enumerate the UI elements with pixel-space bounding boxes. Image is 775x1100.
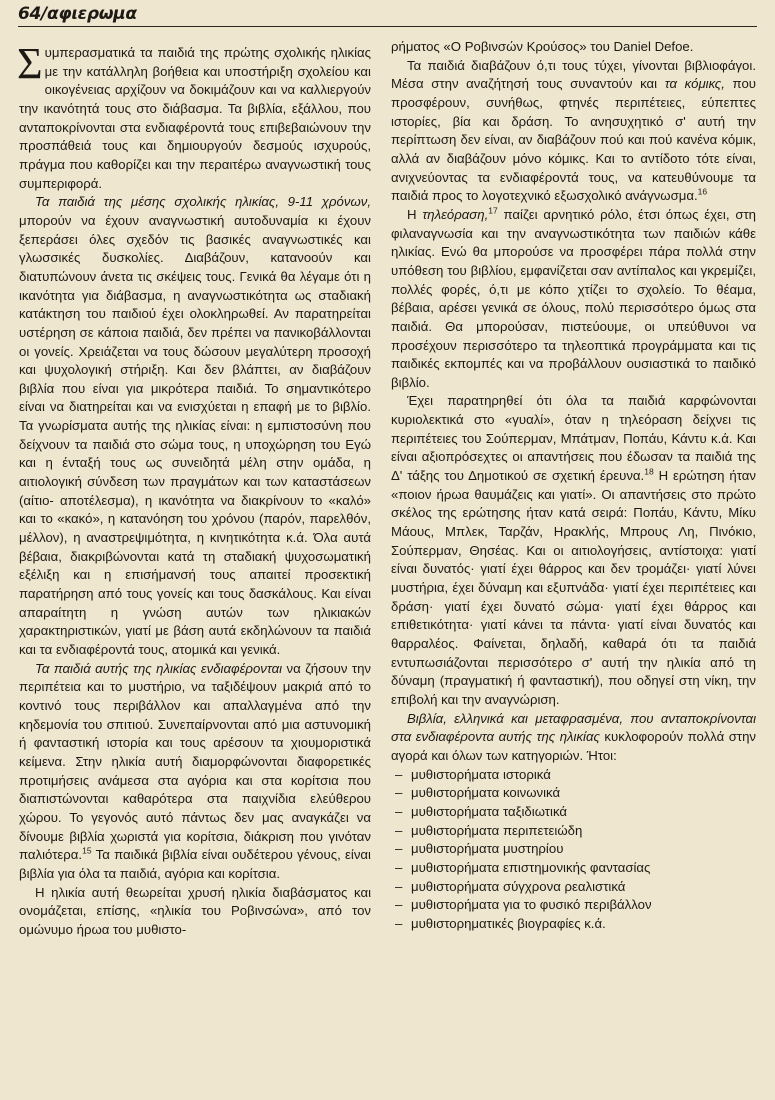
paragraph-6 xyxy=(391,57,756,206)
list-item: – μυθιστορήματα κοινωνικά xyxy=(391,784,756,803)
list-item: – μυθιστορήματα ταξιδιωτικά xyxy=(391,803,756,822)
paragraph-2 xyxy=(19,193,371,659)
paragraph-7 xyxy=(391,206,756,393)
footnote-ref-16: 16 xyxy=(697,186,708,197)
paragraph-5: ρήματος «Ο Ροβινσών Κρούσος» του Daniel Defoe. xyxy=(391,39,694,54)
book-category-list xyxy=(391,766,756,934)
paragraph-9 xyxy=(391,710,756,766)
paragraph-3 xyxy=(19,660,371,884)
list-item: – μυθιστορήματα σύγχρονα ρεαλιστικά xyxy=(391,878,756,897)
footnote-ref-18: 18 xyxy=(644,466,654,477)
paragraph-2-text: μπορούν να έχουν αναγνωστική αυτοδυναμία κι έχουν ξεπεράσει όλες σχεδόν τις βασικές αναγνωστικές και γλωσσικές δυσκολίες. Διαβάζουν, κατανοούν και διατυπώνουν άνετα τις σκέψεις τους. Γενικά θα λέγαμε ότι η ικανότητα για διάβασμα, η αναγνωστικότητα ως σταδιακή κατάκτηση του παιδιού έχει ολοκληρωθεί. Αν παρατηρείται υστέρηση σε κάποια παιδιά, δεν πρέπει να πανικοβάλλονται οι γονείς. Χρειάζεται να τους δώσουν μεγαλύτερη προσοχή και ψυχολογική στήριξη. Και δεν βλάπτει, αν διαβάζουν βιβλία που είναι για μικρότερα παιδιά. Το σημαντικότερο είναι να διατηρείται και να ενισχύεται η επαφή με το βιβλίο. Τα γνωρίσματα αυτής της ηλικίας είναι: η εμπιστοσύνη που δείχνουν τα παιδιά στο σώμα τους, η υποχώρηση του Εγώ και η ένταξή τους ως συνειδητά μέλη στην ομάδα, η αιτιολογική σύνδεση των πραγμάτων και των καταστάσεων (αίτιο- αποτέλεσμα), η ικανότητα να διακρίνουν το «καλό» και το «κακό», η κατανόηση του χρόνου (παρόν, παρελθόν, μέλλον), η αναστρεψιμότητα, η κινητικότητα κ.ά. Όλα αυτά βέβαια, διακριβώνονται κατά τη σταδιακή ψυχοσωματική εξέλιξη και η επισήμανσή τους απαιτεί προσεκτική παρατήρηση από τους γονείς και τους δασκάλους. Και είναι απαραίτητη η γνώση αυτών των ηλικιακών χαρακτηριστικών, γιατί με βάση αυτά εκδηλώνουν τα παιδιά και τα ενδιαφέροντά τους, ατομικά και γενικά. xyxy=(19,212,371,657)
paragraph-6-italic: τα κόμικς, xyxy=(664,76,725,92)
paragraph-4: Η ηλικία αυτή θεωρείται χρυσή ηλικία διαβάσματος και ονομάζεται, επίσης, «ηλικία του Ροβινσώνα», από τον ομώνυμο ήρωα του μυθιστο- xyxy=(19,884,371,937)
paragraph-8 xyxy=(391,392,756,709)
paragraph-9-lead: Βιβλία, ελληνικά και μεταφρασμένα, που ανταποκρίνονται στα ενδιαφέροντα αυτής της ηλικίας xyxy=(391,710,756,745)
left-column xyxy=(17,39,372,940)
paragraph-3-lead: Τα παιδιά αυτής της ηλικίας ενδιαφέρονται xyxy=(35,660,283,676)
page-header: 64/αφιερωμα xyxy=(18,4,137,24)
paragraph-8-cont: Η ερώτηση ήταν «ποιον ήρωα θαυμάζεις και γιατί». Οι απαντήσεις στο πρώτο σκέλος της ερώτησης ήταν κατά σειρά: Ποπάυ, Κάντυ, Μίκυ Μάους, Μπλεκ, Ταρζάν, Ηρακλής, Μπρους Λη, Πινόκιο, Σούπερμαν, Θησέας. Και οι αιτιολογήσεις, αντίστοιχα: γιατί είναι δυνατός· γιατί έχει θάρρος και δεν τρομάζει· γιατί λύνει μυστήρια, έχει δύναμη και εξυπνάδα· γιατί έχει περιπέτειες και δράση· γιατί έχει δυνατό σώμα· γιατί έχει θάρρος και επιθετικότητα· γιατί κάνει τα πάντα· γιατί είναι δυνατός και θαρραλέος. Φαίνεται, δηλαδή, καθαρά ότι τα παιδιά εντυπωσιάζονται περισσότερο σ' αυτή την ηλικία από τη δύναμη (πραγματική ή φανταστική), που οδηγεί στη νίκη, την επιβολή και την αναγνώριση. xyxy=(391,468,756,707)
list-item: – μυθιστορήματα περιπετειώδη xyxy=(391,822,756,841)
paragraph-3-text: να ζήσουν την περιπέτεια και το μυστήριο, να ταξιδέψουν μακριά από το κοντινό τους περιβάλλον και απαλλαγμένα από την κηδεμονία του σπιτιού. Συνεπαίρνονται από μια αστυνομική ή φανταστική ιστορία και τους αρέσουν τα χιουμοριστικά κείμενα. Στην ηλικία αυτή διαμορφώνονται διαφορετικές προτιμήσεις ανάμεσα στα αγόρια και στα κορίτσια που διαπιστώνονται καθαρότερα στα παιχνίδια ελεύθερου χώρου. Το γεγονός αυτό πάντως δεν μας αναγκάζει να δίνουμε βιβλία χωριστά για κορίτσια, διάκριση που γινόταν παλιότερα. xyxy=(19,660,372,863)
list-item: – μυθιστορήματα μυστηρίου xyxy=(391,840,756,859)
paragraph-7-italic: τηλεόραση, xyxy=(422,206,489,222)
paragraph-7-text: παίζει αρνητικό ρόλο, έτσι όπως έχει, στη φιλαναγνωσία και την αναγνωστικότητα των παιδιών κάθε ηλικίας. Ενώ θα μπορούσε να προσφέρει πάρα πολλά στην υπόθεση του βιβλίου, εμφανίζεται σαν αντίπαλος και γκρεμίζει, πολλές φορές, ό,τι με κόπο χτίζει το σχολείο. Το θέαμα, βέβαια, αρέσει γενικά σε όλους, πολύ περισσότερο όμως στα παιδιά. Θα μπορούσαν, πιστεύουμε, οι υπεύθυνοι να προσέχουν περισσότερο τα τηλεοπτικά προγράμματα και τις παιδικές εκπομπές και να προβάλλουν ουσιαστικά το παιδικό βιβλίο. xyxy=(391,206,757,390)
paragraph-1-text: υμπερασματικά τα παιδιά της πρώτης σχολικής ηλικίας με την κατάλληλη βοήθεια και υποστήριξη σχολείου και οικογένειας αρχίζουν να δοκιμάζουν και να καλλιεργούν την ικανότητά τους στο διάβασμα. Τα βιβλία, εξάλλου, που ανταποκρίνονται στα ενδιαφέροντά τους επιβεβαιώνουν την προσπάθειά τους και δημιουργούν δεσμούς ισχυρούς, πράγμα που καθορίζει και την περαιτέρω αναγνωστική τους συμπεριφορά. xyxy=(19,45,371,191)
paragraph-6-cont: που προσφέρουν, συνήθως, φτηνές περιπέτειες, εύπεπτες ιστορίες, βία και δράση. Το ανησυχητικό σ' αυτή την περίπτωση δεν είναι, αν διαβάζουν πού και πού κανένα κόμικ, αλλά αν διαβάζουν μόνο κόμικς. Και το αντίδοτο τότε είναι, ανιχνεύοντας τα ενδιαφέροντά τους, να κατευθύνουμε τα παιδιά προς το λογοτεχνικό εξωσχολικό ανάγνωσμα. xyxy=(391,76,756,204)
paragraph-8-text: Έχει παρατηρηθεί ότι όλα τα παιδιά καρφώνονται κυριολεκτικά στο «γυαλί», όταν η τηλεόραση δείχνει τις περιπέτειες του Σούπερμαν, Μπάτμαν, Ποπάυ, Κάντυ κ.ά. Και είναι αξιοπρόσεχτες οι απαντήσεις που έδωσαν τα παιδιά της Δ' τάξης του Δημοτικού σε σχετική έρευνα. xyxy=(391,393,756,484)
list-item: – μυθιστορήματα ιστορικά xyxy=(391,766,756,785)
list-item: – μυθιστορήματα επιστημονικής φαντασίας xyxy=(391,859,756,878)
paragraph-2-lead: Τα παιδιά της μέσης σχολικής ηλικίας, 9-11 χρόνων, xyxy=(35,194,371,210)
paragraph-3-end: Τα παιδικά βιβλία είναι ουδέτερου γένους, είναι βιβλία για όλα τα παιδιά, αγόρια και κορίτσια. xyxy=(19,847,371,881)
right-column xyxy=(391,38,756,934)
paragraph-9-text: κυκλοφορούν πολλά στην αγορά και όλων των κατηγοριών. Ήτοι: xyxy=(391,729,756,763)
paragraph-1 xyxy=(17,39,371,193)
footnote-ref-17: 17 xyxy=(488,205,498,216)
paragraph-6-text: Τα παιδιά διαβάζουν ό,τι τους τύχει, γίνονται βιβλιοφάγοι. Μέσα στην αναζήτησή τους συναντούν και xyxy=(391,57,756,92)
paragraph-7-start: Η xyxy=(407,206,423,222)
list-item: – μυθιστορήματα για το φυσικό περιβάλλον xyxy=(391,896,756,915)
list-item: – μυθιστορηματικές βιογραφίες κ.ά. xyxy=(391,915,756,934)
header-rule xyxy=(18,26,757,27)
footnote-ref-15: 15 xyxy=(82,845,92,856)
drop-cap: Σ xyxy=(17,39,43,88)
